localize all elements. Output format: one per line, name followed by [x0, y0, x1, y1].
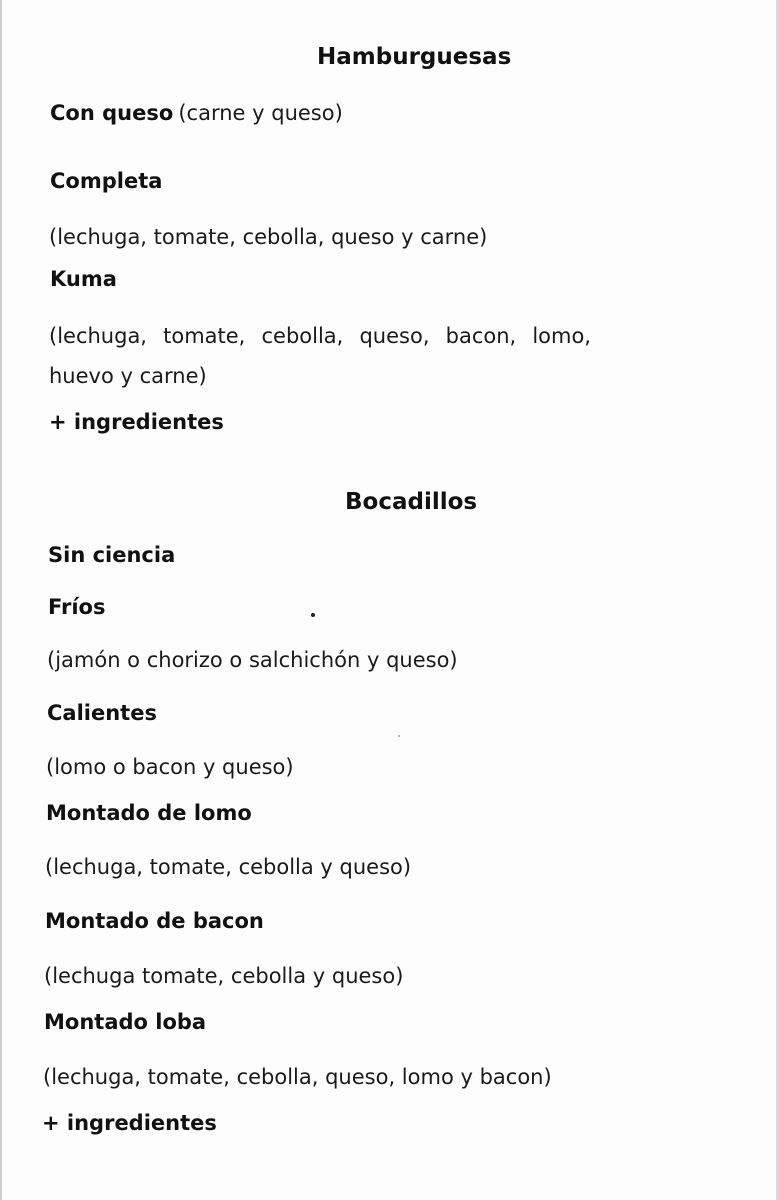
section-title-bocadillos: Bocadillos: [345, 489, 478, 515]
item-name: Con queso: [50, 101, 174, 125]
item-description-kuma-line2: huevo y carne): [49, 364, 207, 388]
item-description-completa: (lechuga, tomate, cebolla, queso y carne): [49, 225, 488, 249]
item-description-montado-loba: (lechuga, tomate, cebolla, queso, lomo y bacon): [43, 1065, 552, 1089]
item-description-montado-lomo: (lechuga, tomate, cebolla y queso): [45, 855, 412, 879]
item-name-completa: Completa: [50, 169, 163, 193]
item-description: (carne y queso): [178, 101, 343, 125]
page-edge-left: [0, 0, 2, 1200]
section-title-hamburguesas: Hamburguesas: [317, 44, 512, 70]
item-description-calientes: (lomo o bacon y queso): [46, 755, 294, 779]
stray-speck: [398, 735, 400, 737]
menu-item-con-queso: [50, 103, 343, 124]
item-description-frios: (jamón o chorizo o salchichón y queso): [47, 648, 458, 672]
item-description-kuma-line1: (lechuga, tomate, cebolla, queso, bacon, lomo,: [49, 324, 591, 348]
item-name-frios: Fríos: [48, 595, 106, 619]
item-name-montado-loba: Montado loba: [44, 1010, 207, 1034]
item-name-calientes: Calientes: [47, 701, 157, 725]
item-name-montado-lomo: Montado de lomo: [46, 801, 252, 825]
item-name-montado-bacon: Montado de bacon: [45, 909, 264, 933]
extra-ingredients-bocadillos: + ingredientes: [42, 1111, 217, 1135]
item-description-montado-bacon: (lechuga tomate, cebolla y queso): [44, 964, 404, 988]
extra-ingredients-hamburguesas: + ingredientes: [49, 410, 224, 434]
item-name-sin-ciencia: Sin ciencia: [48, 543, 176, 567]
item-name-kuma: Kuma: [50, 267, 117, 291]
stray-dot: [311, 613, 315, 617]
